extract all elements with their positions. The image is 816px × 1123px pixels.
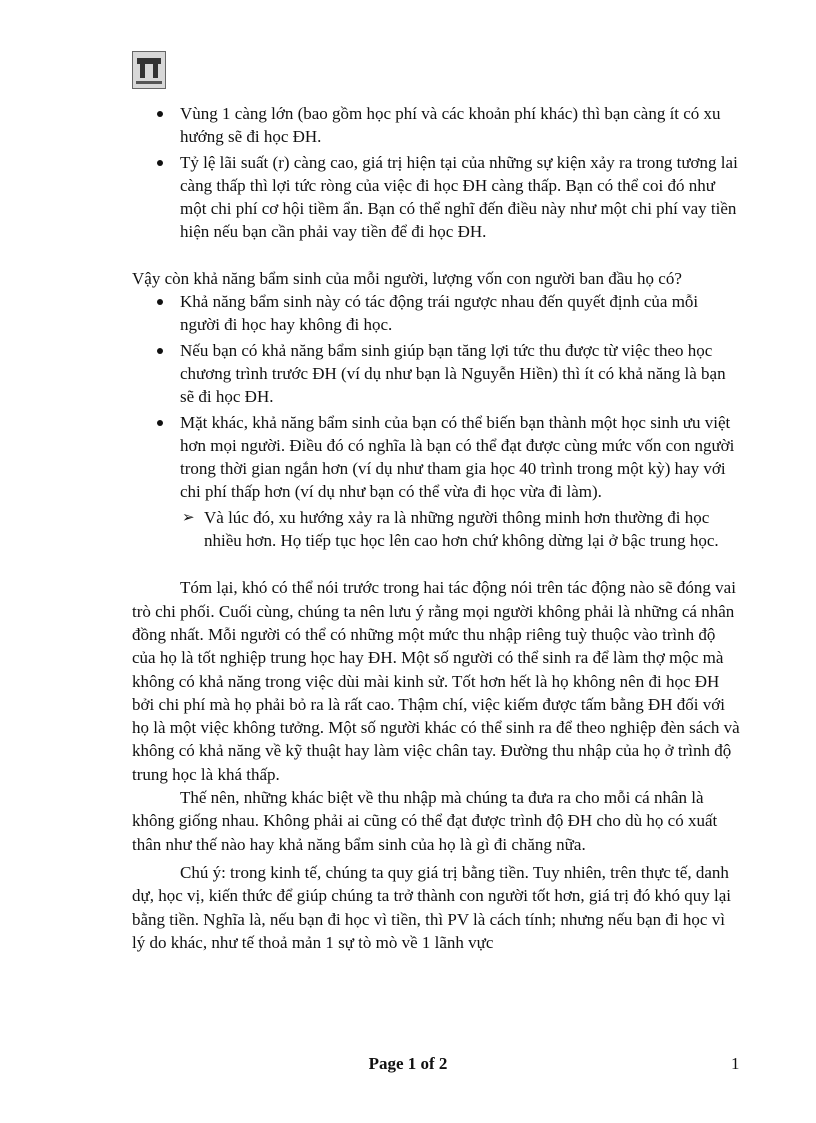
document-body <box>132 102 742 954</box>
list-item <box>132 339 742 409</box>
logo-base <box>136 81 162 84</box>
document-logo-icon <box>132 51 166 89</box>
list-item <box>132 151 742 244</box>
bullet-text: Vùng 1 càng lớn (bao gồm học phí và các khoản phí khác) thì bạn càng ít có xu hướng sẽ đi học ĐH. <box>180 104 721 147</box>
bullet-text: Khả năng bẩm sinh này có tác động trái ngược nhau đến quyết định của mỗi người đi học hay không đi học. <box>180 292 699 335</box>
bullet-icon <box>157 299 163 305</box>
page-number: 1 <box>731 1054 740 1073</box>
paragraph-summary: Tóm lại, khó có thể nói trước trong hai tác động nói trên tác động nào sẽ đóng vai trò chi phối. Cuối cùng, chúng ta nên lưu ý rằng mọi người không phải là những cá nhân đồng nhất. Mỗi người có thể có những một mức thu nhập riêng tuỳ thuộc vào trình độ của họ là tốt nghiệp trung học hay ĐH. Một số người có thể sinh ra để làm thợ mộc mà không có khả năng trong việc dùi mài kinh sử. Tốt hơn hết là họ không nên đi học ĐH bởi chi phí mà họ phải bỏ ra là rất cao. Thậm chí, việc kiếm được tấm bằng ĐH đối với họ là một việc không tưởng. Một số người khác có thể sinh ra để theo nghiệp đèn sách và không có khả năng về kỹ thuật hay làm việc chân tay. Đường thu nhập của họ ở trình độ trung học là khá thấp. <box>132 578 740 784</box>
section-intro: Vậy còn khả năng bẩm sinh của mỗi người, lượng vốn con người ban đầu họ có? <box>132 268 682 288</box>
list-item <box>132 411 742 504</box>
sub-bullet-text: Và lúc đó, xu hướng xảy ra là những người thông minh hơn thường đi học nhiều hơn. Họ tiếp tục học lên cao hơn chứ không dừng lại ở bậc trung học. <box>204 507 719 551</box>
list-item <box>132 102 742 149</box>
bullet-text: Mặt khác, khả năng bẩm sinh của bạn có thể biến bạn thành một học sinh ưu việt hơn mọi người. Điều đó có nghĩa là bạn có thể đạt được cùng mức vốn con người trong thời gian ngắn hơn (ví dụ như tham gia học 40 trình trong một kỳ) hay với chi phí thấp hơn (ví dụ như bạn có thể vừa đi học vừa đi làm). <box>180 412 735 502</box>
sub-bullet-list <box>132 506 742 553</box>
bullet-icon <box>157 111 163 117</box>
sub-list-item <box>132 506 742 553</box>
list-item <box>132 290 742 337</box>
bullet-list-costs <box>132 102 742 244</box>
logo-post-left <box>140 58 145 78</box>
bullet-icon <box>157 420 163 426</box>
bullet-text: Nếu bạn có khả năng bẩm sinh giúp bạn tăng lợi tức thu được từ việc theo học chương trình trước ĐH (ví dụ như bạn là Nguyễn Hiền) thì ít có khả năng là bạn sẽ đi học ĐH. <box>180 340 726 407</box>
arrow-bullet-icon: ➢ <box>182 507 195 526</box>
paragraph-differences: Thế nên, những khác biệt về thu nhập mà chúng ta đưa ra cho mỗi cá nhân là không giống nhau. Không phải ai cũng có thể đạt được trình độ ĐH cho dù họ có xuất thân như thế nào hay khả năng bẩm sinh của họ là gì đi chăng nữa. <box>132 788 718 854</box>
bullet-text: Tỷ lệ lãi suất (r) càng cao, giá trị hiện tại của những sự kiện xảy ra trong tương lai càng thấp thì lợi tức ròng của việc đi học ĐH càng thấp. Bạn có thể coi đó như một chi phí cơ hội tiềm ẩn. Bạn có thể nghĩ đến điều này như một chi phí vay tiền hiện nếu bạn cần phải vay tiền để đi học ĐH. <box>180 152 738 242</box>
paragraph-note: Chú ý: trong kinh tế, chúng ta quy giá trị bằng tiền. Tuy nhiên, trên thực tế, danh dự, học vị, kiến thức để giúp chúng ta trở thành con người tốt hơn, giá trị đó khó quy lại bằng tiền. Nghĩa là, nếu bạn đi học vì tiền, thì PV là cách tính; nhưng nếu bạn đi học vì lý do khác, như tế thoả mản 1 sự tò mò về 1 lãnh vực <box>132 862 731 952</box>
bullet-icon <box>157 160 163 166</box>
bullet-icon <box>157 348 163 354</box>
logo-post-right <box>153 58 158 78</box>
bullet-list-ability <box>132 290 742 504</box>
page-footer: Page 1 of 2 <box>368 1054 448 1073</box>
